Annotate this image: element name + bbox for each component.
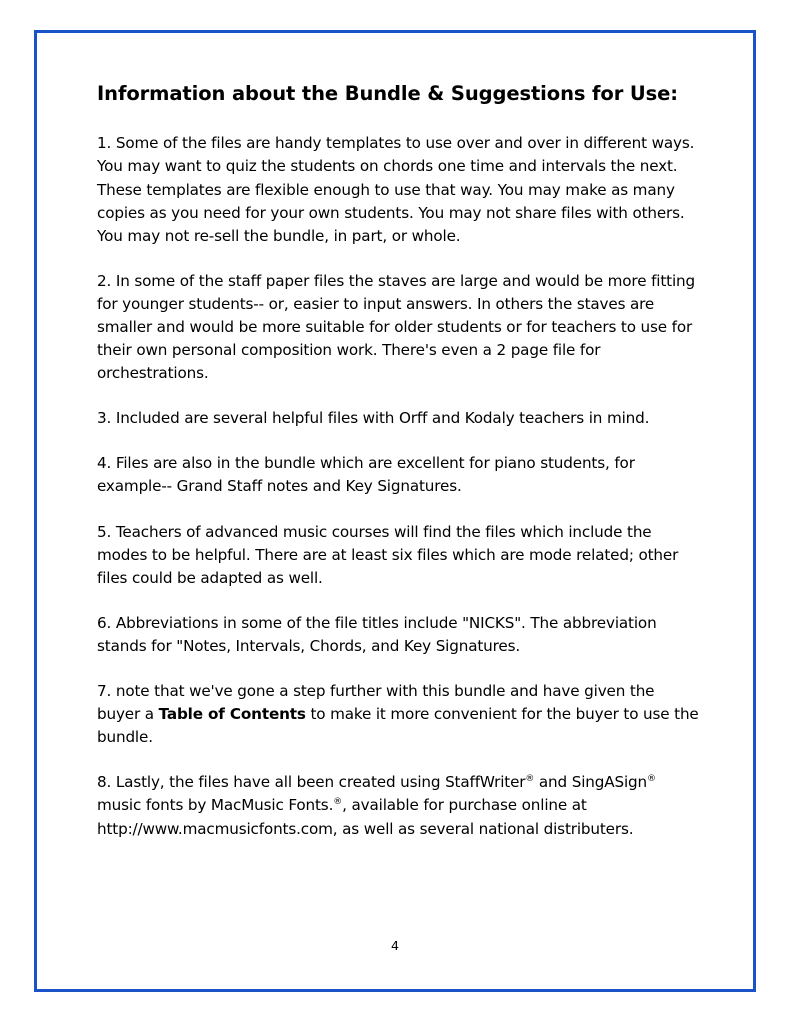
paragraph — [97, 771, 699, 840]
paragraph-text: 1. Some of the files are handy templates to use over and over in different ways. You may want to quiz the students on chords one time and intervals the next. These templates are flexible enough to use that way. You may make as many copies as you need for your own students. You may not share files with others. You may not re-sell the bundle, in part, or whole. — [97, 134, 695, 245]
emphasis-text: Table of Contents — [158, 705, 306, 724]
paragraph-text: 5. Teachers of advanced music courses will find the files which include the modes to be helpful. There are at least six files which are mode related; other files could be adapted as well. — [97, 522, 679, 587]
paragraph — [97, 407, 699, 430]
page-title: Information about the Bundle & Suggestions for Use: — [97, 82, 678, 105]
registered-mark: ® — [333, 797, 343, 808]
paragraph — [97, 612, 699, 658]
paragraph — [97, 521, 699, 590]
paragraph — [97, 132, 699, 247]
paragraph-text: to make it more convenient for the buyer to use the bundle. — [97, 705, 699, 747]
paragraph — [97, 270, 699, 385]
paragraph-text: 7. note that we've gone a step further with this bundle and have given the buyer a — [97, 682, 655, 724]
paragraph-text: 3. Included are several helpful files with Orff and Kodaly teachers in mind. — [97, 409, 650, 428]
registered-mark: ® — [647, 774, 656, 785]
registered-mark: ® — [525, 774, 535, 785]
paragraph — [97, 452, 699, 498]
paragraph-text: 4. Files are also in the bundle which are excellent for piano students, for example-- Grand Staff notes and Key Signatures. — [97, 454, 635, 496]
paragraph-text: , available for purchase online at http://www.macmusicfonts.com, as well as several national distributers. — [97, 796, 634, 838]
paragraph-text: 8. Lastly, the files have all been created using StaffWriter — [97, 773, 526, 792]
page-number: 4 — [391, 938, 399, 953]
paragraph — [97, 680, 699, 749]
paragraph-text: music fonts by MacMusic Fonts. — [97, 796, 334, 815]
document-body — [97, 81, 699, 841]
paragraph-text: 2. In some of the staff paper files the staves are large and would be more fitting for younger students-- or, easier to input answers. In others the staves are smaller and would be more suitable for older students or for teachers to use for their own personal composition work. There's even a 2 page file for orchestrations. — [97, 271, 695, 383]
document-page — [34, 30, 756, 992]
paragraph-text: and SingASign — [534, 773, 647, 792]
paragraph-list — [97, 132, 699, 840]
paragraph-text: 6. Abbreviations in some of the file titles include "NICKS". The abbreviation stands for "Notes, Intervals, Chords, and Key Signatures. — [97, 613, 657, 655]
